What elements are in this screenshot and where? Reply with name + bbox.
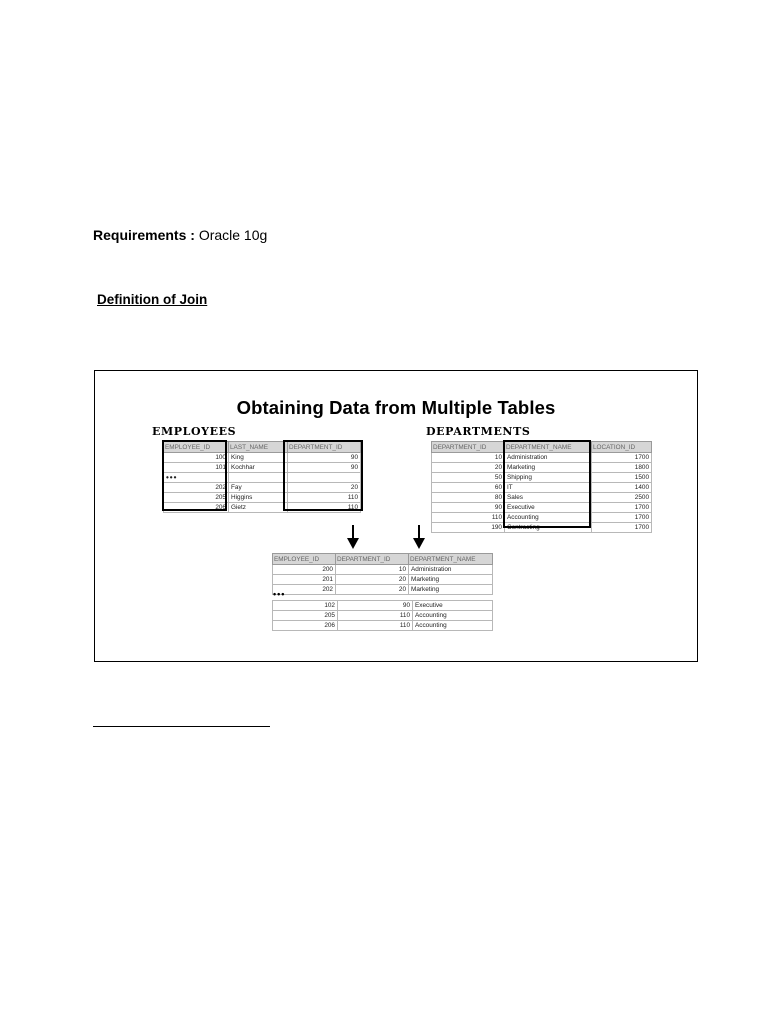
section-heading: Definition of Join: [97, 292, 208, 307]
table-row: [273, 611, 493, 621]
employees-header: EMPLOYEE_ID: [164, 442, 229, 453]
employees-table: [163, 441, 361, 513]
table-cell: 1400: [592, 483, 652, 493]
table-cell: 1700: [592, 513, 652, 523]
employees-header: LAST_NAME: [229, 442, 288, 453]
table-cell: Contracting: [505, 523, 592, 533]
table-cell: 202: [273, 585, 336, 595]
table-row: [432, 473, 652, 483]
table-row: [164, 483, 361, 493]
table-cell: 90: [432, 503, 505, 513]
table-cell: 1700: [592, 523, 652, 533]
table-cell: 190: [432, 523, 505, 533]
table-cell: 90: [288, 453, 361, 463]
down-arrow-icon: [412, 525, 426, 549]
table-cell: Sales: [505, 493, 592, 503]
table-cell: 110: [288, 493, 361, 503]
result-table-continued: [272, 600, 493, 631]
departments-header: DEPARTMENT_ID: [432, 442, 505, 453]
table-cell: 1700: [592, 453, 652, 463]
table-cell: 10: [432, 453, 505, 463]
table-row: [432, 493, 652, 503]
departments-caption: DEPARTMENTS: [426, 425, 531, 438]
table-cell: 205: [164, 493, 229, 503]
ellipsis: •••: [164, 473, 229, 483]
table-cell: Gietz: [229, 503, 288, 513]
requirements-value: Oracle 10g: [198, 227, 268, 243]
table-cell: 206: [164, 503, 229, 513]
table-row: [164, 463, 361, 473]
table-cell: IT: [505, 483, 592, 493]
table-cell: 100: [164, 453, 229, 463]
departments-table: [431, 441, 652, 533]
table-cell: 110: [432, 513, 505, 523]
table-cell: 102: [273, 601, 338, 611]
result-header: DEPARTMENT_ID: [336, 554, 409, 565]
table-cell: [229, 473, 288, 483]
table-cell: 206: [273, 621, 338, 631]
table-row: [432, 453, 652, 463]
table-cell: 1700: [592, 503, 652, 513]
table-row: [164, 473, 361, 483]
table-cell: 110: [338, 611, 413, 621]
table-cell: 200: [273, 565, 336, 575]
figure-title: Obtaining Data from Multiple Tables: [236, 397, 556, 418]
table-cell: Executive: [413, 601, 493, 611]
table-cell: Administration: [505, 453, 592, 463]
employees-caption: EMPLOYEES: [152, 425, 237, 438]
table-cell: King: [229, 453, 288, 463]
table-cell: Marketing: [409, 585, 493, 595]
departments-header-row: [432, 442, 652, 453]
table-cell: 90: [338, 601, 413, 611]
result-header: EMPLOYEE_ID: [273, 554, 336, 565]
table-row: [273, 621, 493, 631]
table-cell: 20: [336, 575, 409, 585]
table-cell: 205: [273, 611, 338, 621]
table-cell: 110: [288, 503, 361, 513]
table-cell: Kochhar: [229, 463, 288, 473]
table-cell: Shipping: [505, 473, 592, 483]
table-cell: 60: [432, 483, 505, 493]
table-cell: 2500: [592, 493, 652, 503]
table-cell: Accounting: [413, 611, 493, 621]
table-row: [164, 493, 361, 503]
table-row: [164, 503, 361, 513]
table-cell: 201: [273, 575, 336, 585]
departments-header: LOCATION_ID: [592, 442, 652, 453]
table-row: [432, 513, 652, 523]
table-cell: Marketing: [409, 575, 493, 585]
table-cell: 20: [432, 463, 505, 473]
table-cell: Executive: [505, 503, 592, 513]
table-row: [273, 585, 493, 595]
employees-header: DEPARTMENT_ID: [288, 442, 361, 453]
table-cell: 80: [432, 493, 505, 503]
table-cell: [288, 473, 361, 483]
table-row: [432, 523, 652, 533]
table-cell: 110: [338, 621, 413, 631]
table-cell: 20: [288, 483, 361, 493]
table-cell: Higgins: [229, 493, 288, 503]
table-cell: Accounting: [413, 621, 493, 631]
table-row: [432, 463, 652, 473]
table-row: [432, 483, 652, 493]
table-cell: 50: [432, 473, 505, 483]
departments-header: DEPARTMENT_NAME: [505, 442, 592, 453]
down-arrow-icon: [346, 525, 360, 549]
requirements-line: [93, 227, 267, 243]
table-cell: 1500: [592, 473, 652, 483]
departments-body: [432, 453, 652, 533]
result-header-row: [273, 554, 493, 565]
table-cell: 1800: [592, 463, 652, 473]
result-header: DEPARTMENT_NAME: [409, 554, 493, 565]
table-row: [164, 453, 361, 463]
table-row: [273, 565, 493, 575]
join-figure: [94, 370, 698, 662]
table-cell: Marketing: [505, 463, 592, 473]
footnote-separator: [93, 726, 270, 727]
table-cell: 10: [336, 565, 409, 575]
requirements-label: Requirements :: [93, 227, 195, 243]
table-row: [273, 601, 493, 611]
table-cell: 101: [164, 463, 229, 473]
result-table: [272, 553, 493, 595]
table-cell: 90: [288, 463, 361, 473]
employees-header-row: [164, 442, 361, 453]
table-cell: 202: [164, 483, 229, 493]
table-cell: Administration: [409, 565, 493, 575]
result-ellipsis: •••: [273, 589, 286, 599]
table-row: [273, 575, 493, 585]
table-cell: 20: [336, 585, 409, 595]
table-cell: Accounting: [505, 513, 592, 523]
table-row: [432, 503, 652, 513]
table-cell: Fay: [229, 483, 288, 493]
